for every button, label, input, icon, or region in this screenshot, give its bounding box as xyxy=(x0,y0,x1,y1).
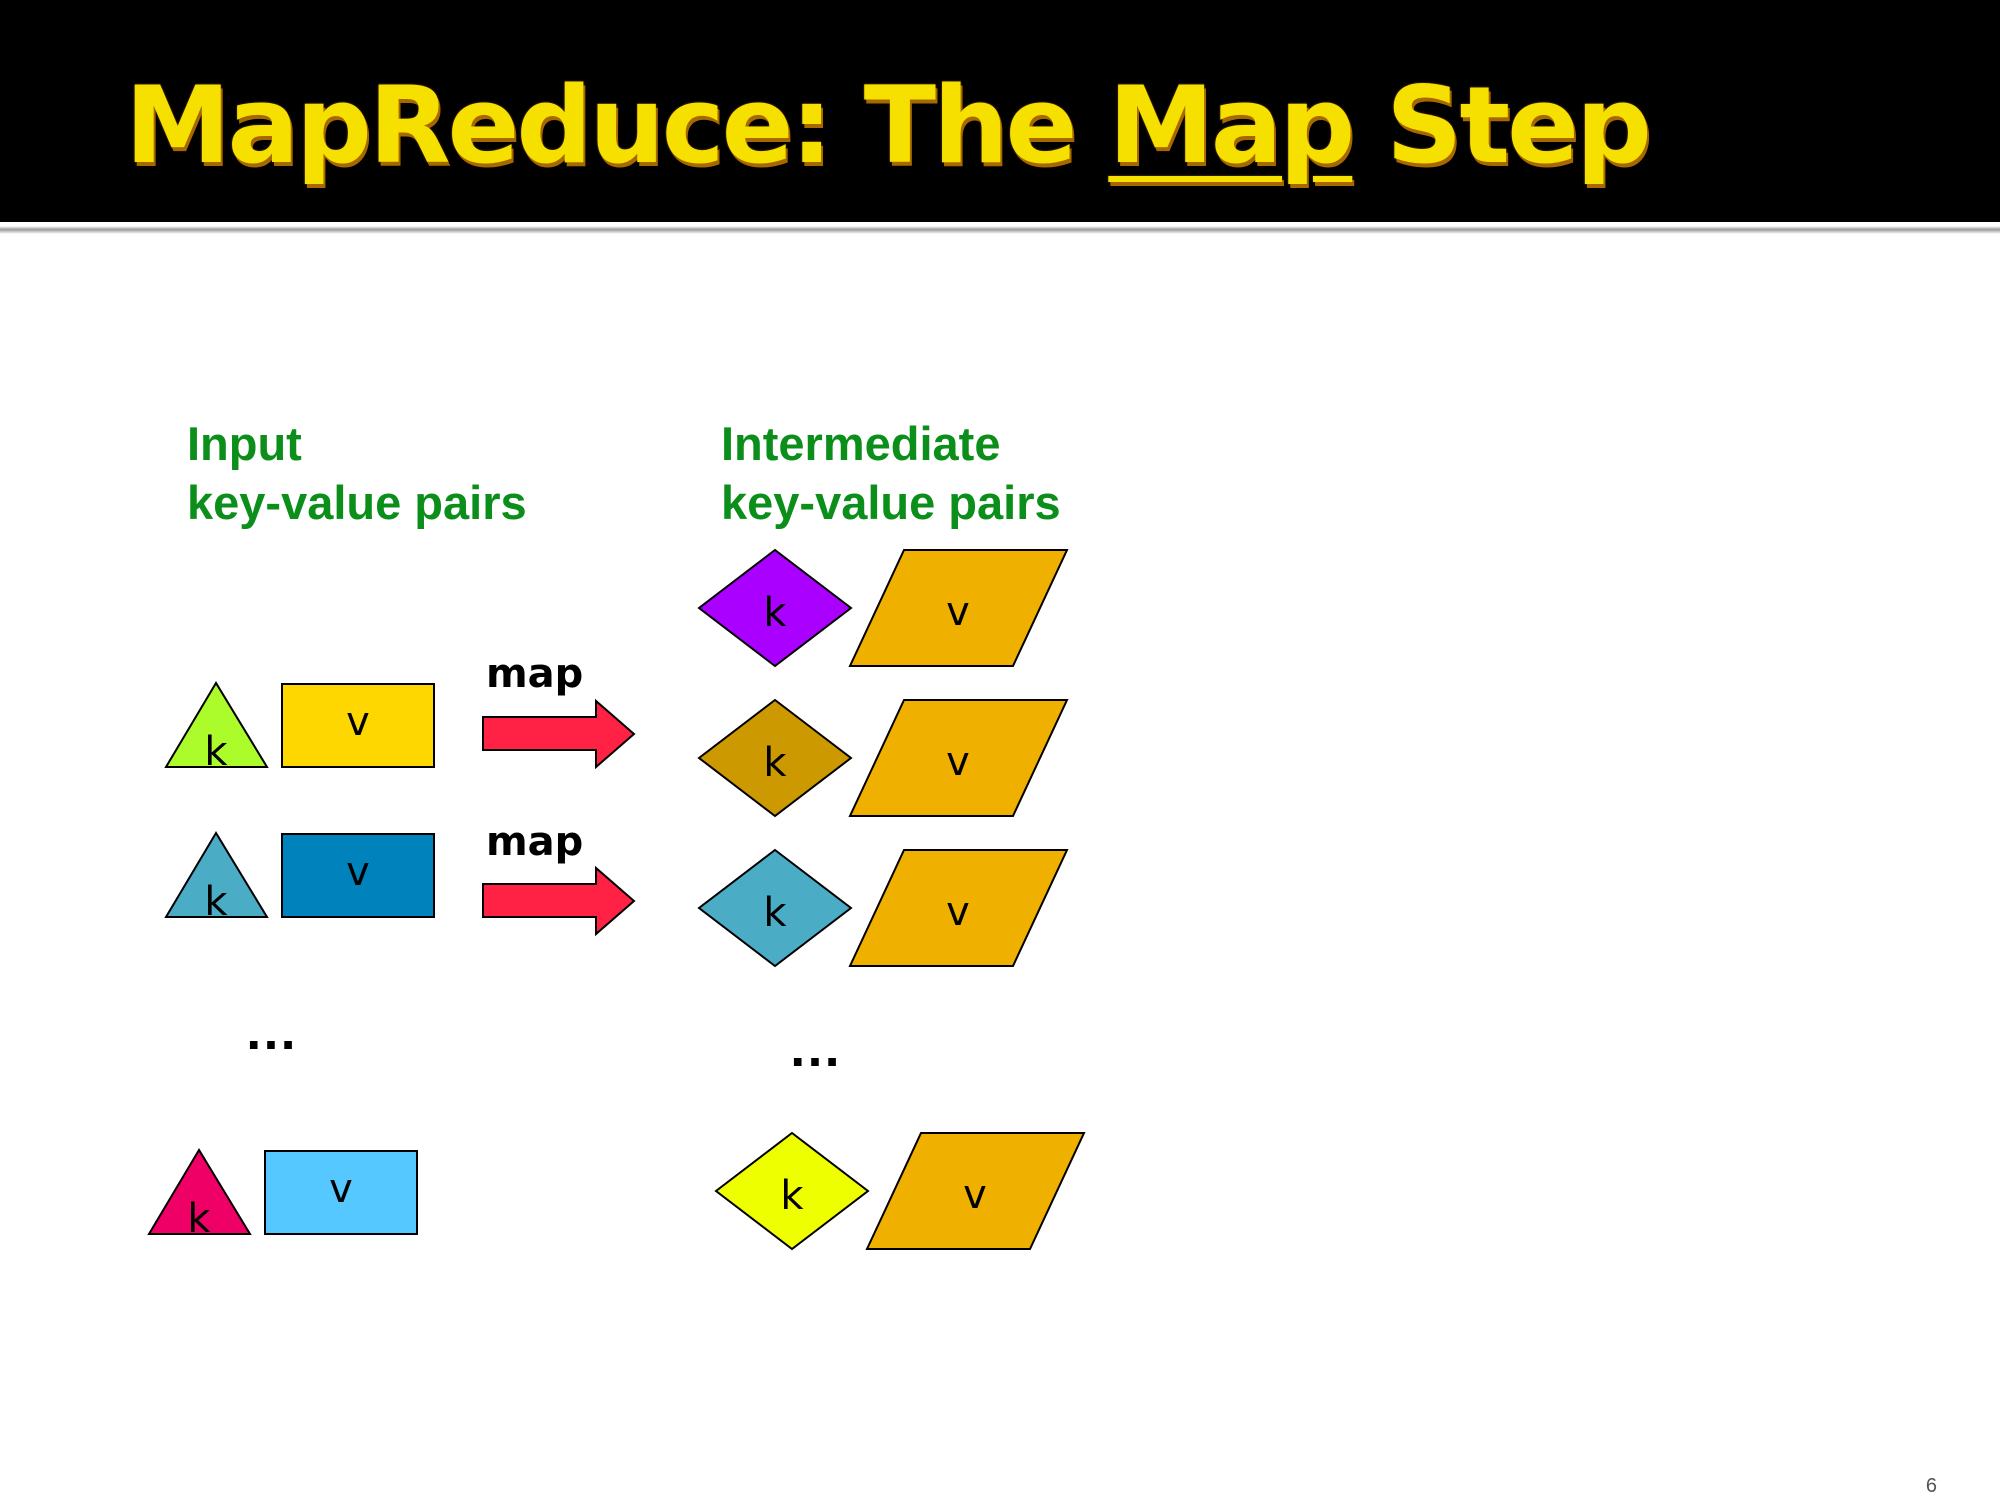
input-ellipsis: … xyxy=(244,1001,298,1061)
input-value-label: v xyxy=(346,699,370,745)
intermediate-value-label: v xyxy=(963,1172,987,1218)
input-label-line-2: key-value pairs xyxy=(187,476,527,529)
intermediate-value-label: v xyxy=(946,889,970,935)
title-map-word: Map xyxy=(1108,64,1353,187)
intermediate-value-label: v xyxy=(946,739,970,785)
input-label-line-1: Input xyxy=(187,417,302,470)
map-label-1: map xyxy=(486,651,584,697)
input-value-label: v xyxy=(346,849,370,895)
intermediate-value-label: v xyxy=(946,589,970,635)
input-key-label: k xyxy=(204,729,228,775)
intermediate-key-label: k xyxy=(763,740,787,786)
intermediate-label-line-1: Intermediate xyxy=(721,417,1001,470)
intermediate-key-label: k xyxy=(780,1173,804,1219)
map-label-2: map xyxy=(486,819,584,865)
input-value-label: v xyxy=(329,1166,353,1212)
intermediate-key-label: k xyxy=(763,590,787,636)
intermediate-label-line-2: key-value pairs xyxy=(721,476,1061,529)
page-number: 6 xyxy=(1925,1475,1937,1497)
intermediate-ellipsis: … xyxy=(788,1018,842,1078)
input-key-label: k xyxy=(187,1196,211,1242)
map-arrow xyxy=(483,868,634,934)
title-text-start: MapReduce: The xyxy=(125,64,1109,187)
map-arrow xyxy=(483,701,634,767)
intermediate-key-label: k xyxy=(763,890,787,936)
input-key-label: k xyxy=(204,879,228,925)
title-text-end: Step xyxy=(1352,64,1649,187)
